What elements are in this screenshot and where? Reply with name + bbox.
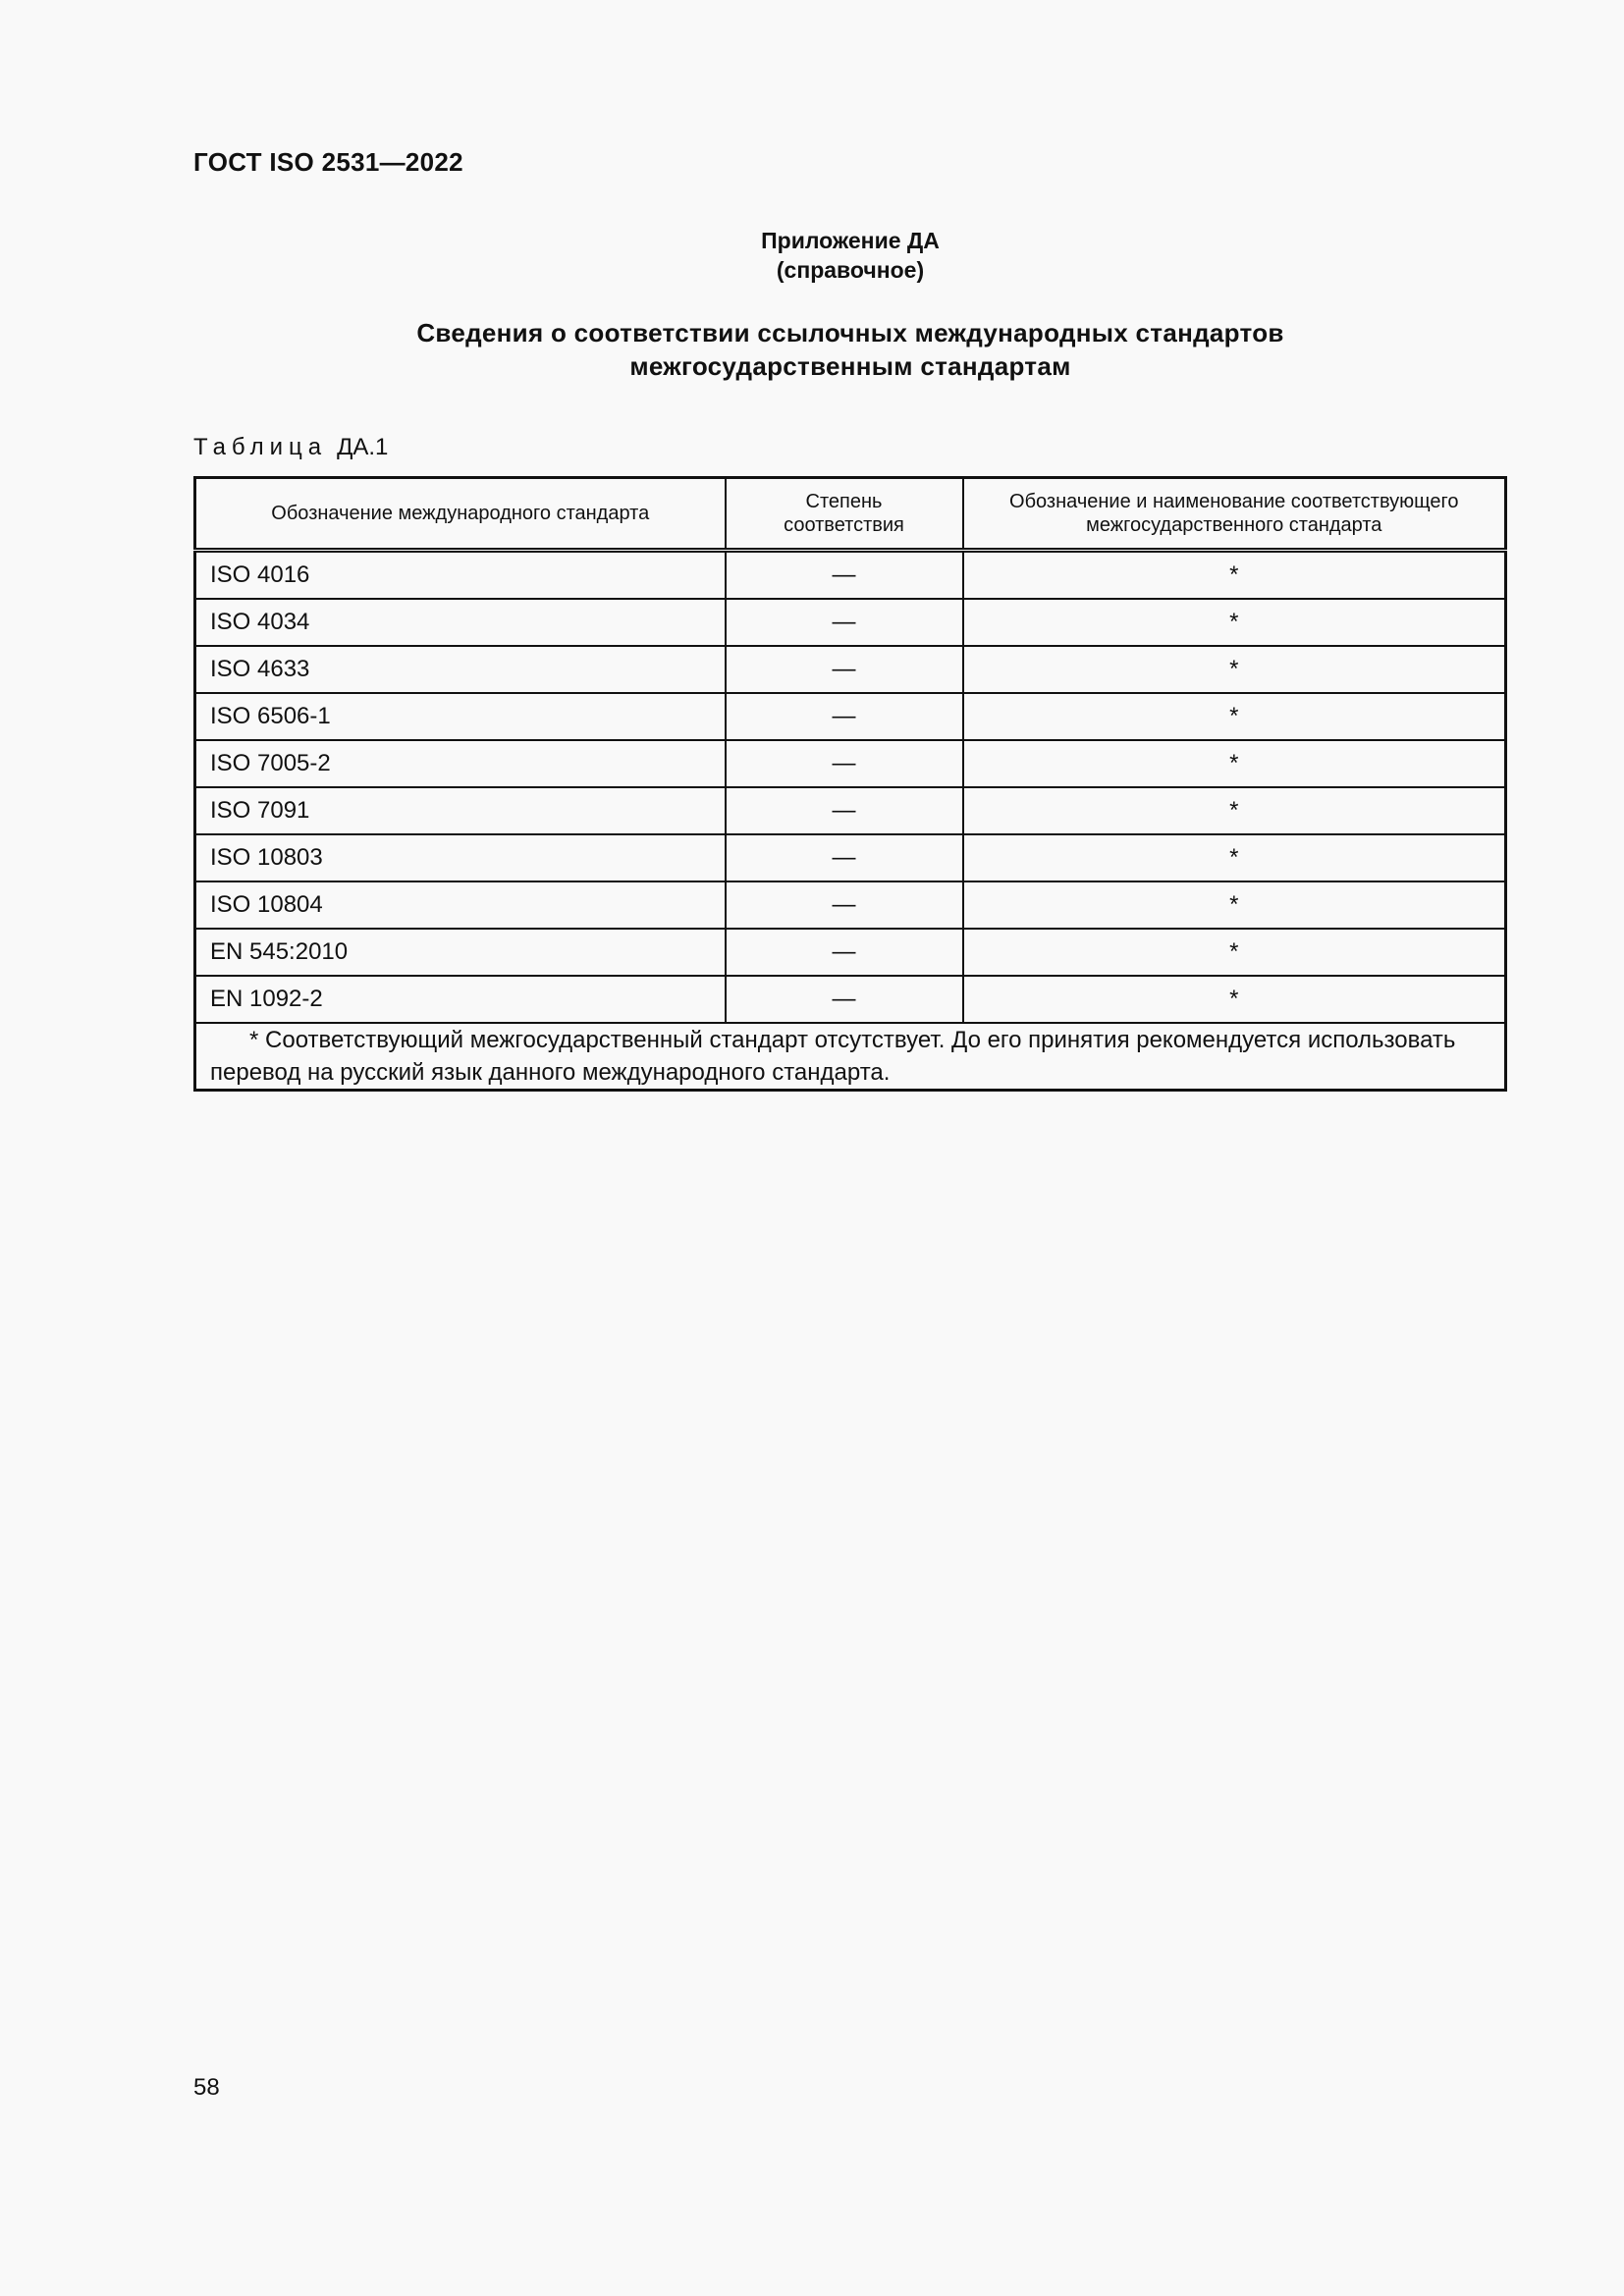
- cell-reference: *: [963, 929, 1506, 976]
- cell-designation: ISO 10804: [195, 881, 726, 929]
- cell-designation: ISO 4633: [195, 646, 726, 693]
- header-reference-line-2: межгосударственного стандарта: [1086, 514, 1382, 536]
- cell-reference: *: [963, 881, 1506, 929]
- cell-designation: ISO 6506-1: [195, 693, 726, 740]
- document-code: ГОСТ ISO 2531—2022: [193, 147, 463, 177]
- cell-degree: —: [726, 881, 963, 929]
- annex-title-line-1: Сведения о соответствии ссылочных международных стандартов: [416, 318, 1284, 347]
- correspondence-table: [193, 476, 1507, 1092]
- table-row: [195, 881, 1506, 929]
- cell-degree: —: [726, 646, 963, 693]
- table-caption: [193, 434, 388, 461]
- cell-reference: *: [963, 740, 1506, 787]
- table-row: [195, 740, 1506, 787]
- header-degree-line-1: Степень: [805, 491, 883, 512]
- cell-designation: ISO 4016: [195, 551, 726, 600]
- cell-reference: *: [963, 976, 1506, 1023]
- page-number: 58: [193, 2074, 220, 2101]
- table-row: [195, 787, 1506, 834]
- cell-degree: —: [726, 834, 963, 881]
- cell-degree: —: [726, 740, 963, 787]
- header-degree-line-2: соответствия: [784, 514, 904, 536]
- cell-degree: —: [726, 787, 963, 834]
- annex-title: [193, 316, 1507, 383]
- table-row: [195, 834, 1506, 881]
- header-designation: Обозначение международного стандарта: [195, 478, 726, 551]
- table-row: [195, 693, 1506, 740]
- header-degree: [726, 478, 963, 551]
- table-caption-word: Таблица: [193, 434, 328, 460]
- cell-degree: —: [726, 929, 963, 976]
- cell-designation: ISO 4034: [195, 599, 726, 646]
- cell-designation: ISO 10803: [195, 834, 726, 881]
- annex-title-line-2: межгосударственным стандартам: [629, 351, 1071, 381]
- annex-status: (справочное): [776, 257, 925, 283]
- cell-degree: —: [726, 551, 963, 600]
- header-reference-line-1: Обозначение и наименование соответствующего: [1009, 491, 1459, 512]
- cell-degree: —: [726, 976, 963, 1023]
- annex-heading: [193, 226, 1507, 285]
- cell-designation: ISO 7005-2: [195, 740, 726, 787]
- table-row: [195, 599, 1506, 646]
- cell-designation: ISO 7091: [195, 787, 726, 834]
- table-row: [195, 646, 1506, 693]
- cell-designation: EN 545:2010: [195, 929, 726, 976]
- table-row: [195, 551, 1506, 600]
- annex-label: Приложение ДА: [761, 228, 940, 253]
- cell-reference: *: [963, 551, 1506, 600]
- cell-reference: *: [963, 834, 1506, 881]
- table-header-row: [195, 478, 1506, 551]
- cell-reference: *: [963, 646, 1506, 693]
- cell-reference: *: [963, 693, 1506, 740]
- table-footnote-row: [195, 1023, 1506, 1091]
- table-footnote: * Соответствующий межгосударственный стандарт отсутствует. До его принятия рекомендуется использовать перевод на русский язык данного международного стандарта.: [195, 1023, 1506, 1091]
- header-reference: [963, 478, 1506, 551]
- cell-reference: *: [963, 787, 1506, 834]
- cell-designation: EN 1092-2: [195, 976, 726, 1023]
- cell-degree: —: [726, 599, 963, 646]
- table-row: [195, 929, 1506, 976]
- cell-degree: —: [726, 693, 963, 740]
- table-caption-number: ДА.1: [337, 434, 389, 460]
- table-row: [195, 976, 1506, 1023]
- cell-reference: *: [963, 599, 1506, 646]
